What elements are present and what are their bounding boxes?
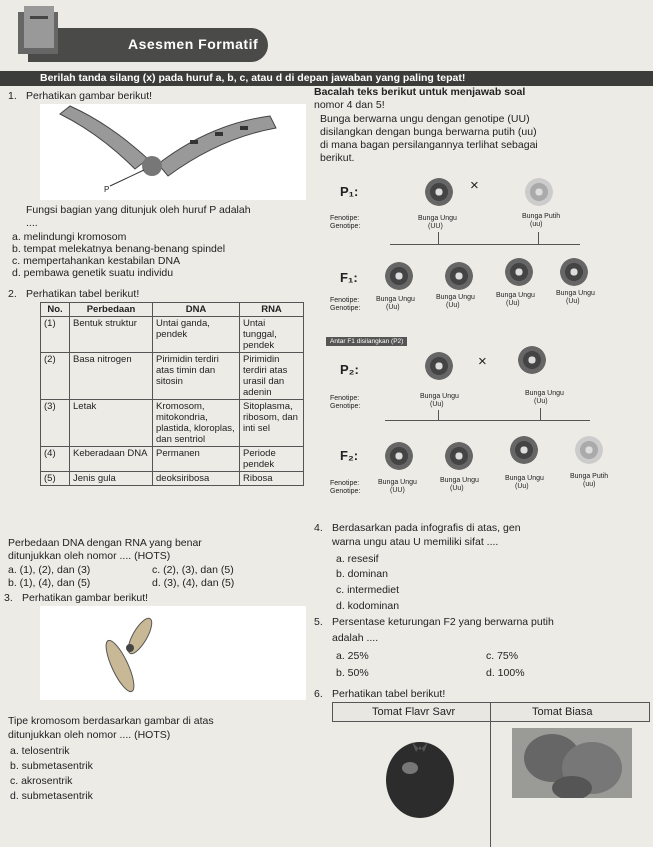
p2-label: P₂: (340, 362, 359, 377)
flower-purple-icon (510, 436, 538, 464)
q5-stem-1: Persentase keturungan F2 yang berwarna putih (332, 616, 554, 628)
connector (438, 410, 439, 420)
table-cell: Basa nitrogen (70, 353, 153, 400)
q4-stem-1: Berdasarkan pada infografis di atas, gen (332, 522, 521, 534)
table-cell: (2) (41, 353, 70, 400)
flower-purple-icon (445, 262, 473, 290)
p2-geno: (Uu) (430, 401, 444, 408)
q2-option-d[interactable]: d. (3), (4), dan (5) (152, 577, 235, 589)
q1-option-b[interactable]: b. tempat melekatnya benang-benang spindel (12, 243, 226, 255)
table-cell: Kromosom, mitokondria, plastida, kloroplas, dan sentriol (153, 400, 240, 447)
q5-option-b[interactable]: b. 50% (336, 667, 369, 679)
table-row (41, 353, 304, 400)
table-header-row (41, 303, 304, 317)
table-header: Perbedaan (70, 303, 153, 317)
q3-number: 3. (4, 592, 13, 604)
q6-number: 6. (314, 688, 323, 700)
info-para-3: di mana bagan persilangannya terlihat sebagai (320, 139, 538, 151)
book-icon (8, 4, 68, 60)
tomato-biasa-image (512, 728, 632, 798)
p2-geno: (Uu) (534, 398, 548, 405)
f1-geno: (Uu) (506, 300, 520, 307)
p2-pheno: Bunga Ungu (525, 390, 564, 397)
table-cell: Pirimidin terdiri atas timin dan sitosin (153, 353, 240, 400)
f2-pheno: Bunga Putih (570, 473, 609, 480)
f1-pheno: Bunga Ungu (436, 294, 475, 301)
instruction-text: Berilah tanda silang (x) pada huruf a, b, c, atau d di depan jawaban yang paling tepat! (40, 72, 466, 84)
p2-pheno: Bunga Ungu (420, 393, 459, 400)
f1-geno: (Uu) (566, 298, 580, 305)
f2-pheno: Bunga Ungu (440, 477, 479, 484)
q2-option-b[interactable]: b. (1), (4), dan (5) (8, 577, 91, 589)
q1-option-d[interactable]: d. pembawa genetik suatu individu (12, 267, 174, 279)
cross-symbol: × (470, 177, 479, 194)
f2-label: F₂: (340, 448, 359, 463)
genotipe-label: Genotipe: (330, 223, 361, 230)
q1-stem: Fungsi bagian yang ditunjuk oleh huruf P adalah (26, 204, 251, 216)
f1-label: F₁: (340, 270, 358, 285)
connector (385, 420, 590, 421)
q4-option-a[interactable]: a. resesif (336, 553, 379, 565)
q2-prompt: Perhatikan tabel berikut! (26, 288, 140, 300)
table-cell: deoksiribosa (153, 472, 240, 486)
q2-number: 2. (8, 288, 17, 300)
q5-option-c[interactable]: c. 75% (486, 650, 519, 662)
q1-number: 1. (8, 90, 17, 102)
q6-prompt: Perhatikan tabel berikut! (332, 688, 446, 700)
q6-col1: Tomat Flavr Savr (372, 706, 456, 718)
p1-pheno: Bunga Ungu (418, 215, 457, 222)
connector (540, 408, 541, 420)
table-row (41, 400, 304, 447)
connector (538, 232, 539, 244)
q3-option-d[interactable]: d. submetasentrik (10, 790, 93, 802)
q1-dots: .... (26, 217, 38, 229)
info-para-4: berikut. (320, 152, 355, 164)
q2-stem-1: Perbedaan DNA dengan RNA yang benar (8, 537, 202, 549)
table-cell: (5) (41, 472, 70, 486)
f2-geno: (Uu) (515, 483, 529, 490)
fenotipe-label: Fenotipe: (330, 215, 360, 222)
genotipe-label: Genotipe: (330, 488, 361, 495)
q1-option-c[interactable]: c. mempertahankan kestabilan DNA (12, 255, 181, 267)
q6-col2: Tomat Biasa (532, 706, 593, 718)
flower-white-icon (575, 436, 603, 464)
tomato-flavr-savr-image (380, 728, 460, 822)
flower-purple-icon (445, 442, 473, 470)
chromosome-type-image (40, 606, 306, 700)
table-cell: Periode pendek (240, 447, 304, 472)
p1-geno: (uu) (530, 221, 543, 228)
flower-purple-icon (385, 262, 413, 290)
q4-option-b[interactable]: b. dominan (336, 568, 388, 580)
q1-prompt: Perhatikan gambar berikut! (26, 90, 153, 102)
f2-geno: (UU) (390, 487, 405, 494)
page-title: Asesmen Formatif (128, 36, 259, 52)
flower-purple-icon (505, 258, 533, 286)
q5-number: 5. (314, 616, 323, 628)
q3-prompt: Perhatikan gambar berikut! (22, 592, 149, 604)
q4-option-d[interactable]: d. kodominan (336, 600, 400, 612)
chromosome-image (40, 104, 306, 200)
f2-pheno: Bunga Ungu (505, 475, 544, 482)
table-cell: Untai tunggal, pendek (240, 317, 304, 353)
f2-pheno: Bunga Ungu (378, 479, 417, 486)
q1-label-p: P (104, 185, 110, 194)
info-para-2: disilangkan dengan bunga berwarna putih (uu) (320, 126, 537, 138)
f1-pheno: Bunga Ungu (376, 296, 415, 303)
cross-symbol: × (478, 353, 487, 370)
q3-option-c[interactable]: c. akrosentrik (10, 775, 73, 787)
fenotipe-label: Fenotipe: (330, 480, 360, 487)
q4-option-c[interactable]: c. intermediet (336, 584, 400, 596)
table-header: RNA (240, 303, 304, 317)
q4-stem-2: warna ungu atau U memiliki sifat .... (332, 536, 499, 548)
q2-option-a[interactable]: a. (1), (2), dan (3) (8, 564, 91, 576)
info-intro-1: Bacalah teks berikut untuk menjawab soal (314, 86, 526, 98)
connector (438, 232, 439, 244)
q3-stem-2: ditunjukkan oleh nomor .... (HOTS) (8, 729, 171, 741)
table-cell: Jenis gula (70, 472, 153, 486)
f1-pheno: Bunga Ungu (496, 292, 535, 299)
table-row (41, 472, 304, 486)
table-cell: Untai ganda, pendek (153, 317, 240, 353)
flower-purple-icon (560, 258, 588, 286)
fenotipe-label: Fenotipe: (330, 395, 360, 402)
p1-pheno: Bunga Putih (522, 213, 561, 220)
flower-purple-icon (385, 442, 413, 470)
table-row (41, 317, 304, 353)
f2-geno: (Uu) (450, 485, 464, 492)
flower-white-icon (525, 178, 553, 206)
genotipe-label: Genotipe: (330, 305, 361, 312)
q1-option-a[interactable]: a. melindungi kromosom (12, 231, 127, 243)
q5-option-a[interactable]: a. 25% (336, 650, 369, 662)
antar-f1-chip: Antar F1 disilangkan (P2) (326, 337, 407, 346)
connector (390, 244, 580, 245)
table-cell: Pirimidin terdiri atas urasil dan adenin (240, 353, 304, 400)
q3-option-b[interactable]: b. submetasentrik (10, 760, 93, 772)
info-intro-2: nomor 4 dan 5! (314, 99, 385, 111)
q5-option-d[interactable]: d. 100% (486, 667, 525, 679)
table-cell: Permanen (153, 447, 240, 472)
q3-option-a[interactable]: a. telosentrik (10, 745, 70, 757)
table-header: No. (41, 303, 70, 317)
table-row (41, 447, 304, 472)
fenotipe-label: Fenotipe: (330, 297, 360, 304)
flower-purple-icon (425, 178, 453, 206)
q6-table-divider (490, 702, 491, 847)
table-cell: (1) (41, 317, 70, 353)
q2-option-c[interactable]: c. (2), (3), dan (5) (152, 564, 234, 576)
p1-label: P₁: (340, 184, 359, 199)
f2-geno: (uu) (583, 481, 596, 488)
f1-geno: (Uu) (446, 302, 460, 309)
p1-geno: (UU) (428, 223, 443, 230)
q3-stem-1: Tipe kromosom berdasarkan gambar di atas (8, 715, 214, 727)
q2-stem-2: ditunjukkan oleh nomor .... (HOTS) (8, 550, 171, 562)
table-cell: Ribosa (240, 472, 304, 486)
flower-purple-icon (425, 352, 453, 380)
dna-rna-table (40, 302, 304, 486)
flower-purple-icon (518, 346, 546, 374)
table-cell: Keberadaan DNA (70, 447, 153, 472)
q5-stem-2: adalah .... (332, 632, 379, 644)
f1-pheno: Bunga Ungu (556, 290, 595, 297)
table-cell: Letak (70, 400, 153, 447)
table-cell: (3) (41, 400, 70, 447)
table-cell: (4) (41, 447, 70, 472)
table-cell: Bentuk struktur (70, 317, 153, 353)
f1-geno: (Uu) (386, 304, 400, 311)
genotipe-label: Genotipe: (330, 403, 361, 410)
table-cell: Sitoplasma, ribosom, dan inti sel (240, 400, 304, 447)
q4-number: 4. (314, 522, 323, 534)
info-para-1: Bunga berwarna ungu dengan genotipe (UU) (320, 113, 530, 125)
table-header: DNA (153, 303, 240, 317)
